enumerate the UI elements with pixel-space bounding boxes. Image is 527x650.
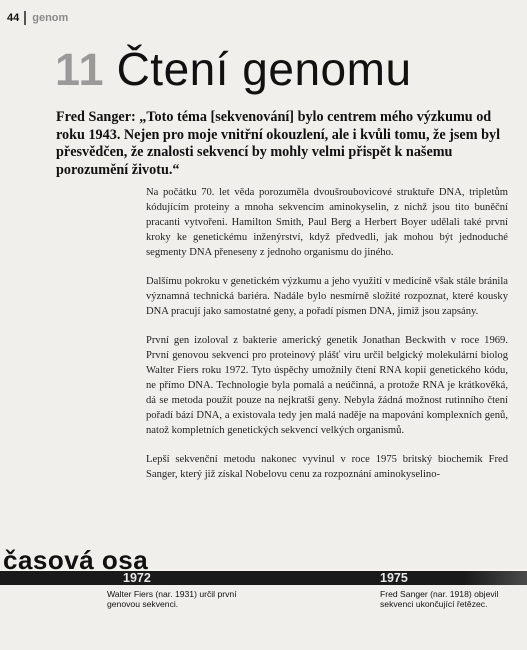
timeline-event: Walter Fiers (nar. 1931) určil první genovou sekvenci. xyxy=(107,589,237,609)
chapter-number: 11 xyxy=(55,44,105,95)
page-header xyxy=(7,11,68,25)
timeline-heading: časová osa xyxy=(3,545,149,575)
timeline-year: 1972 xyxy=(123,571,151,585)
body-text xyxy=(146,186,508,483)
paragraph: Na počátku 70. let věda porozuměla dvoušroubovicové struktuře DNA, tripletům kódujícím proteiny a mnoha sekvencím aminokyselin, z nichž jsou tito buněční pracanti vytvořeni. Hamilton Smith, Paul Berg a Herbert Boyer udělali také první kroky ke genetickému inženýrství, když předvedli, jak mohou být jednoduché segmenty DNA přeneseny z jednoho organismu do jiného. xyxy=(146,187,508,258)
timeline-event: Fred Sanger (nar. 1918) objevil sekvenci ukončující řetězec. xyxy=(380,589,499,609)
opening-quote: Fred Sanger: „Toto téma [sekvenování] bylo centrem mého výzkumu od roku 1943. Nejen pro moje vnitřní okouzlení, ale i kvůli tomu, že jsem byl přesvědčen, že znalosti sekvencí by mohly velmi přispět k našemu porozumění životu.“ xyxy=(56,109,501,178)
header-divider xyxy=(24,11,26,25)
paragraph: Dalšímu pokroku v genetickém výzkumu a jeho využití v medicíně však stále bránila významná technická bariéra. Nadále bylo nesmírně složité rozpoznat, které kousky DNA pracují jako samostatné geny, a pořadí písmen DNA, jimiž jsou zapsány. xyxy=(146,276,508,317)
timeline xyxy=(0,545,527,650)
chapter-title: Čtení genomu xyxy=(116,43,412,95)
section-name: genom xyxy=(32,12,69,24)
paragraph: Lepší sekvenční metodu nakonec vyvinul v roce 1975 britský biochemik Fred Sanger, který již získal Nobelovu cenu za rozpoznání aminokyselino- xyxy=(146,454,508,480)
timeline-year: 1975 xyxy=(380,571,408,585)
chapter-heading xyxy=(55,42,412,96)
page-number: 44 xyxy=(7,12,20,24)
paragraph: První gen izoloval z bakterie americký genetik Jonathan Beckwith v roce 1969. První genovou sekvenci pro proteinový plášť viru určil belgický molekulární biolog Walter Fiers roku 1972. Tyto úspěchy umožnily čtení RNA kopií genetického kódu, ne přímo DNA. Technologie byla pomalá a neúčinná, a protože RNA je krátkověká, dá se metoda použít pouze na nejkratší geny. Nebyla žádná možnost rutinního čtení pořadí bází DNA, a existovala tedy jen malá naděje na mapování komplexních genů, natož kompletních genetických sekvencí velkých organismů. xyxy=(146,335,508,436)
